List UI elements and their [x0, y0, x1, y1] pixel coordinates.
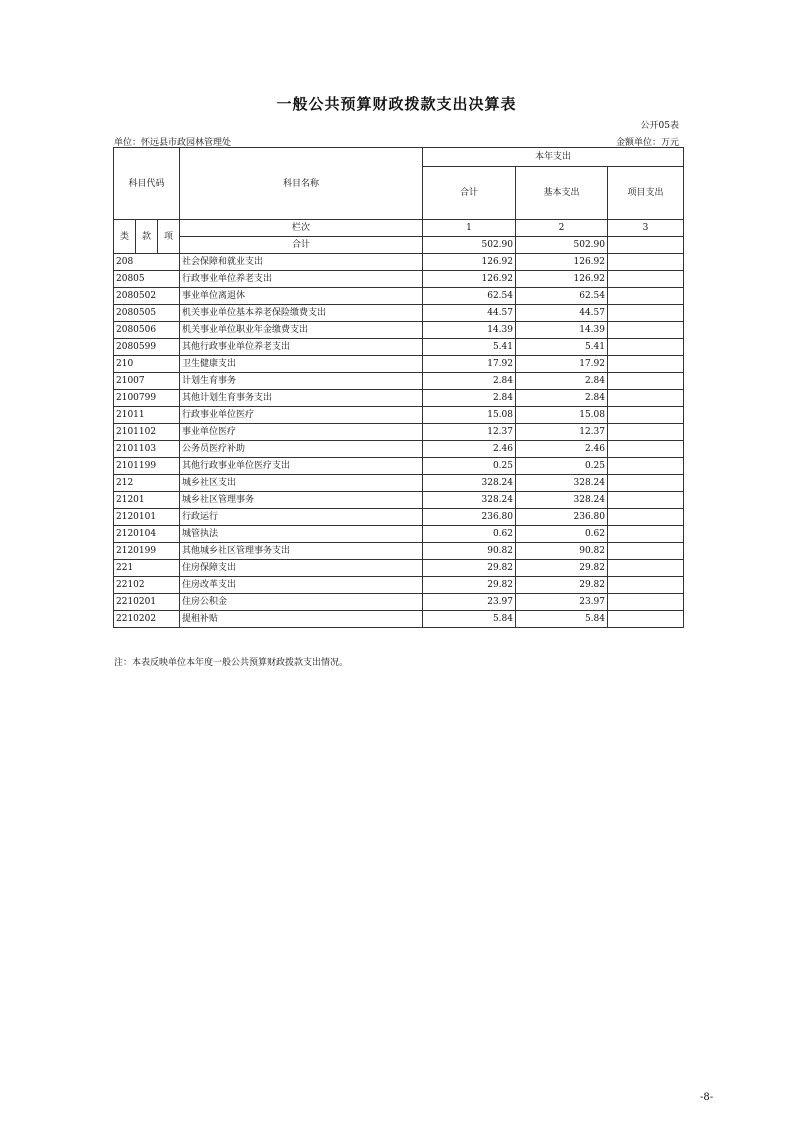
row-code: 2080506	[114, 322, 180, 339]
row-name: 提租补贴	[180, 611, 423, 628]
table-row	[114, 407, 684, 424]
row-code: 2120199	[114, 543, 180, 560]
sum-label: 合计	[180, 237, 423, 254]
row-total: 2.84	[423, 390, 516, 407]
row-total: 328.24	[423, 475, 516, 492]
row-basic: 90.82	[516, 543, 608, 560]
row-name: 其他行政事业单位养老支出	[180, 339, 423, 356]
row-code: 21011	[114, 407, 180, 424]
table-row	[114, 271, 684, 288]
table-row	[114, 322, 684, 339]
row-basic: 236.80	[516, 509, 608, 526]
table-row	[114, 526, 684, 543]
header-col3: 3	[608, 220, 684, 237]
row-total: 29.82	[423, 560, 516, 577]
unit-name: 单位：怀远县市政园林管理处	[114, 138, 232, 148]
row-name: 行政运行	[180, 509, 423, 526]
row-name: 计划生育事务	[180, 373, 423, 390]
row-code: 221	[114, 560, 180, 577]
row-code: 2101103	[114, 441, 180, 458]
row-project	[608, 492, 684, 509]
row-project	[608, 254, 684, 271]
row-name: 城乡社区支出	[180, 475, 423, 492]
table-row	[114, 254, 684, 271]
row-project	[608, 339, 684, 356]
row-code: 210	[114, 356, 180, 373]
row-basic: 5.84	[516, 611, 608, 628]
row-basic: 2.84	[516, 390, 608, 407]
row-project	[608, 390, 684, 407]
row-project	[608, 594, 684, 611]
row-project	[608, 526, 684, 543]
table-row	[114, 509, 684, 526]
header-current-year-spend: 本年支出	[423, 148, 684, 167]
table-row	[114, 543, 684, 560]
row-total: 2.46	[423, 441, 516, 458]
row-project	[608, 407, 684, 424]
page-number: -8-	[700, 1092, 714, 1103]
header-total: 合计	[423, 167, 516, 220]
row-name: 住房保障支出	[180, 560, 423, 577]
row-name: 卫生健康支出	[180, 356, 423, 373]
row-basic: 15.08	[516, 407, 608, 424]
table-row	[114, 577, 684, 594]
form-code: 公开05表	[640, 121, 679, 131]
row-name: 行政事业单位医疗	[180, 407, 423, 424]
row-total: 328.24	[423, 492, 516, 509]
row-basic: 29.82	[516, 560, 608, 577]
row-code: 20805	[114, 271, 180, 288]
header-project: 项目支出	[608, 167, 684, 220]
row-basic: 126.92	[516, 254, 608, 271]
header-col1: 1	[423, 220, 516, 237]
row-code: 208	[114, 254, 180, 271]
row-code: 2101102	[114, 424, 180, 441]
row-name: 其他城乡社区管理事务支出	[180, 543, 423, 560]
row-project	[608, 560, 684, 577]
row-project	[608, 577, 684, 594]
row-project	[608, 271, 684, 288]
row-total: 0.62	[423, 526, 516, 543]
expenditure-table	[113, 147, 684, 628]
row-project	[608, 305, 684, 322]
row-total: 2.84	[423, 373, 516, 390]
row-project	[608, 373, 684, 390]
header-lei: 类	[114, 220, 136, 254]
row-basic: 29.82	[516, 577, 608, 594]
header-xiang: 项	[158, 220, 180, 254]
row-basic: 17.92	[516, 356, 608, 373]
row-basic: 44.57	[516, 305, 608, 322]
row-basic: 2.84	[516, 373, 608, 390]
row-basic: 328.24	[516, 492, 608, 509]
row-name: 其他计划生育事务支出	[180, 390, 423, 407]
row-total: 126.92	[423, 254, 516, 271]
row-name: 城管执法	[180, 526, 423, 543]
row-project	[608, 356, 684, 373]
row-basic: 328.24	[516, 475, 608, 492]
sum-project	[608, 237, 684, 254]
table-row	[114, 560, 684, 577]
header-basic: 基本支出	[516, 167, 608, 220]
table-row	[114, 305, 684, 322]
row-project	[608, 475, 684, 492]
row-total: 236.80	[423, 509, 516, 526]
header-column-index: 栏次	[180, 220, 423, 237]
header-subject-name: 科目名称	[180, 148, 423, 220]
row-code: 2100799	[114, 390, 180, 407]
row-total: 23.97	[423, 594, 516, 611]
row-basic: 14.39	[516, 322, 608, 339]
row-project	[608, 441, 684, 458]
row-code: 2120104	[114, 526, 180, 543]
row-code: 2080505	[114, 305, 180, 322]
table-row	[114, 424, 684, 441]
row-basic: 126.92	[516, 271, 608, 288]
table-row	[114, 339, 684, 356]
row-total: 15.08	[423, 407, 516, 424]
row-total: 44.57	[423, 305, 516, 322]
row-basic: 62.54	[516, 288, 608, 305]
row-name: 行政事业单位养老支出	[180, 271, 423, 288]
header-kuan: 款	[136, 220, 158, 254]
row-project	[608, 322, 684, 339]
row-name: 机关事业单位基本养老保险缴费支出	[180, 305, 423, 322]
row-name: 住房公积金	[180, 594, 423, 611]
sum-basic: 502.90	[516, 237, 608, 254]
row-project	[608, 458, 684, 475]
table-row	[114, 390, 684, 407]
row-code: 2101199	[114, 458, 180, 475]
row-code: 21201	[114, 492, 180, 509]
row-basic: 5.41	[516, 339, 608, 356]
row-project	[608, 611, 684, 628]
row-total: 14.39	[423, 322, 516, 339]
table-row	[114, 611, 684, 628]
row-name: 机关事业单位职业年金缴费支出	[180, 322, 423, 339]
row-total: 5.84	[423, 611, 516, 628]
row-project	[608, 424, 684, 441]
row-name: 住房改革支出	[180, 577, 423, 594]
table-row	[114, 441, 684, 458]
header-subject-code: 科目代码	[114, 148, 180, 220]
row-total: 12.37	[423, 424, 516, 441]
row-total: 29.82	[423, 577, 516, 594]
row-total: 5.41	[423, 339, 516, 356]
amount-unit: 金额单位：万元	[615, 138, 679, 148]
row-name: 社会保障和就业支出	[180, 254, 423, 271]
row-basic: 23.97	[516, 594, 608, 611]
row-code: 2080502	[114, 288, 180, 305]
row-name: 城乡社区管理事务	[180, 492, 423, 509]
row-total: 0.25	[423, 458, 516, 475]
row-total: 17.92	[423, 356, 516, 373]
header-col2: 2	[516, 220, 608, 237]
row-basic: 0.25	[516, 458, 608, 475]
row-total: 62.54	[423, 288, 516, 305]
table-row	[114, 475, 684, 492]
table-row	[114, 373, 684, 390]
row-code: 22102	[114, 577, 180, 594]
table-row	[114, 594, 684, 611]
table-row	[114, 458, 684, 475]
row-project	[608, 288, 684, 305]
table-row	[114, 492, 684, 509]
row-code: 2080599	[114, 339, 180, 356]
row-code: 2120101	[114, 509, 180, 526]
row-name: 事业单位医疗	[180, 424, 423, 441]
row-total: 90.82	[423, 543, 516, 560]
row-code: 2210201	[114, 594, 180, 611]
sum-total: 502.90	[423, 237, 516, 254]
row-basic: 0.62	[516, 526, 608, 543]
page-title: 一般公共预算财政拨款支出决算表	[276, 95, 517, 113]
row-basic: 12.37	[516, 424, 608, 441]
row-code: 2210202	[114, 611, 180, 628]
row-project	[608, 509, 684, 526]
table-row	[114, 356, 684, 373]
table-note: 注：本表反映单位本年度一般公共预算财政拨款支出情况。	[114, 658, 349, 668]
row-name: 其他行政事业单位医疗支出	[180, 458, 423, 475]
row-code: 212	[114, 475, 180, 492]
row-name: 公务员医疗补助	[180, 441, 423, 458]
row-code: 21007	[114, 373, 180, 390]
row-total: 126.92	[423, 271, 516, 288]
row-name: 事业单位离退休	[180, 288, 423, 305]
table-row	[114, 288, 684, 305]
row-basic: 2.46	[516, 441, 608, 458]
row-project	[608, 543, 684, 560]
